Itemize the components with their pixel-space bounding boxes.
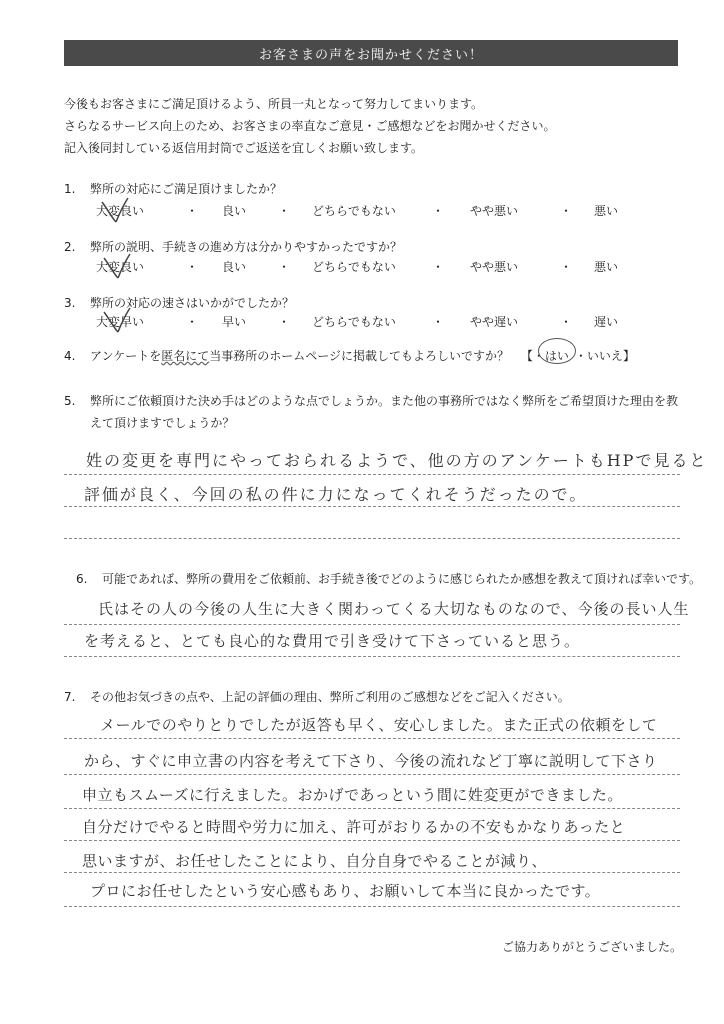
question-3-text: 弊所の対応の速さはいかがでしたか？ — [90, 296, 295, 310]
option-neutral[interactable]: どちらでもない — [312, 204, 396, 218]
answer-line — [64, 656, 680, 657]
question-5-text: 弊所にご依頼頂けた決め手はどのような点でしょうか。また他の事務所ではなく弊所をご希望頂けた理由を教 — [90, 394, 679, 408]
answer-6-line: を考えると、とても良心的な費用で引き受けて下さっていると思う。 — [84, 632, 581, 650]
rating-scale-1: 大変良い ・ 良い ・ どちらでもない ・ やや悪い ・ 悪い — [96, 204, 619, 218]
question-4: 4. アンケートを匿名にて当事務所のホームページに掲載してもよろしいですか？ 【・はい ・いいえ】 — [64, 349, 635, 363]
answer-7-line: プロにお任せしたという安心感もあり、お願いして本当に良かったです。 — [90, 882, 601, 900]
option-yes[interactable]: ・はい — [532, 349, 569, 363]
option-neutral[interactable]: どちらでもない — [312, 315, 396, 329]
intro-line: さらなるサービス向上のため、お客さまの率直なご意見・ご感想などをお聞かせください。 — [64, 119, 556, 133]
rating-scale-2: 大変良い ・ 良い ・ どちらでもない ・ やや悪い ・ 悪い — [96, 260, 619, 274]
option-very-good[interactable]: 大変良い — [96, 260, 145, 274]
intro-line: 今後もお客さまにご満足頂けるよう、所員一丸となって努力してまいります。 — [64, 97, 484, 111]
intro-line: 記入後同封している返信用封筒でご返送を宜しくお願い致します。 — [64, 141, 424, 155]
option-very-good[interactable]: 大変良い — [96, 204, 145, 218]
option-good[interactable]: 良い — [222, 204, 247, 218]
question-1: 1. 弊所の対応にご満足頂けましたか？ — [64, 182, 283, 196]
option-bad[interactable]: 悪い — [594, 204, 619, 218]
answer-line — [64, 506, 680, 507]
answer-7-line: メールでのやりとりでしたが返答も早く、安心しました。また正式の依頼をして — [100, 716, 658, 734]
check-mark-icon — [98, 196, 130, 224]
answer-6-line: 氏はその人の今後の人生に大きく関わってくる大切なものなので、今後の長い人生 — [98, 600, 690, 618]
answer-line — [64, 808, 680, 809]
anonymous-underlined: 匿名にて — [161, 349, 210, 363]
option-neutral[interactable]: どちらでもない — [312, 260, 396, 274]
check-mark-icon — [100, 252, 132, 280]
question-6: 6. 可能であれば、弊所の費用をご依頼前、お手続き後でどのように感じられたか感想を教えて頂ければ幸いです。 — [76, 572, 702, 586]
survey-title-bar — [64, 40, 678, 66]
answer-7-line: 思いますが、お任せしたことにより、自分自身でやることが減り、 — [82, 852, 548, 870]
answer-7-line: から、すぐに申立書の内容を考えて下さり、今後の流れなど丁寧に説明して下さり — [84, 752, 658, 770]
option-slow[interactable]: 遅い — [594, 315, 619, 329]
answer-line — [64, 538, 680, 539]
answer-7-line: 自分だけでやると時間や労力に加え、許可がおりるかの不安もかなりあったと — [82, 818, 626, 836]
answer-line — [64, 624, 680, 625]
option-somewhat-bad[interactable]: やや悪い — [470, 204, 519, 218]
rating-scale-3: 大変早い ・ 早い ・ どちらでもない ・ やや遅い ・ 遅い — [96, 315, 619, 329]
option-no[interactable]: ・いいえ — [574, 349, 623, 363]
option-somewhat-slow[interactable]: やや遅い — [470, 315, 519, 329]
selection-circle — [538, 338, 576, 364]
option-very-fast[interactable]: 大変早い — [96, 315, 145, 329]
answer-5-line: 姓の変更を専門にやっておられるようで、他の方のアンケートもHPで見ると — [86, 451, 708, 470]
option-good[interactable]: 良い — [222, 260, 247, 274]
thank-you-note: ご協力ありがとうございました。 — [501, 940, 682, 954]
question-6-text: 可能であれば、弊所の費用をご依頼前、お手続き後でどのように感じられたか感想を教えて頂ければ幸いです。 — [102, 572, 702, 586]
answer-5-line: 評価が良く、今回の私の件に力になってくれそうだったので。 — [84, 485, 588, 504]
option-fast[interactable]: 早い — [222, 315, 247, 329]
question-5: 5. 弊所にご依頼頂けた決め手はどのような点でしょうか。また他の事務所ではなく弊所をご希望頂けた理由を教 えて頂けますでしょうか？ — [64, 394, 679, 430]
survey-title: お客さまの声をお聞かせください！ — [258, 47, 483, 63]
question-2: 2. 弊所の説明、手続きの進め方は分かりやすかったですか？ — [64, 240, 403, 254]
question-3: 3. 弊所の対応の速さはいかがでしたか？ — [64, 296, 295, 310]
option-bad[interactable]: 悪い — [594, 260, 619, 274]
question-2-text: 弊所の説明、手続きの進め方は分かりやすかったですか？ — [90, 240, 403, 254]
answer-line — [64, 774, 680, 775]
answer-line — [64, 474, 680, 475]
question-7: 7. その他お気づきの点や、上記の評価の理由、弊所ご利用のご感想などをご記入ください。 — [64, 690, 570, 704]
intro-text — [64, 93, 556, 159]
answer-line — [64, 738, 680, 739]
answer-7-line: 申立もスムーズに行えました。おかげであっという間に姓変更ができました。 — [82, 786, 623, 804]
answer-line — [64, 840, 680, 841]
check-mark-icon — [100, 306, 132, 334]
answer-line — [64, 872, 680, 873]
question-1-text: 弊所の対応にご満足頂けましたか？ — [90, 182, 283, 196]
answer-line — [64, 906, 680, 907]
question-7-text: その他お気づきの点や、上記の評価の理由、弊所ご利用のご感想などをご記入ください。 — [90, 690, 570, 704]
option-somewhat-bad[interactable]: やや悪い — [470, 260, 519, 274]
